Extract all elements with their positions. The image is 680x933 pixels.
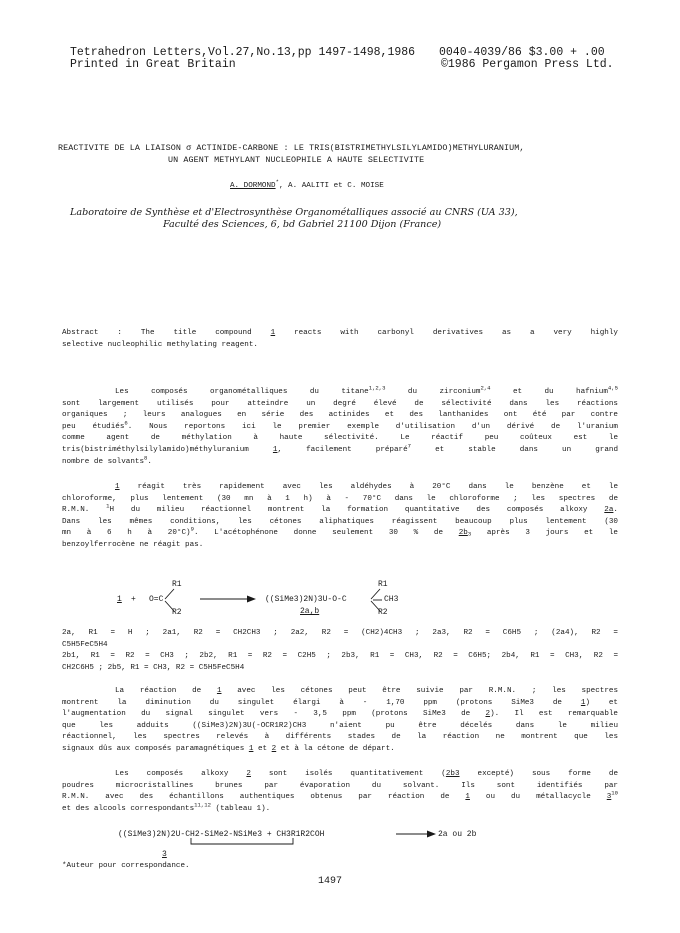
issn-price: 0040-4039/86 $3.00 + .00 xyxy=(439,46,605,59)
abstract xyxy=(62,328,618,351)
journal-citation: Tetrahedron Letters,Vol.27,No.13,pp 1497-1498,1986 xyxy=(70,46,416,59)
scheme1-r1: R1 xyxy=(172,580,182,589)
first-author: A. DORMOND xyxy=(230,182,276,190)
copyright: ©1986 Pergamon Press Ltd. xyxy=(441,58,614,71)
scheme1-product-r2: R2 xyxy=(378,608,388,617)
article-title-line-1: REACTIVITE DE LA LIAISON σ ACTINIDE-CARBONE : LE TRIS(BISTRIMETHYLSILYLAMIDO)METHYLURANIUM, xyxy=(58,143,525,153)
printed-in: Printed in Great Britain xyxy=(70,58,236,71)
scheme1-plus: + xyxy=(131,595,136,604)
paragraph-3: La réaction de 1 avec les cétones peut être suivie par R.M.N. ; les spectres montrent la diminution du singulet élargi à - 1,70 ppm (protons SiMe3 de 1) et l'augmentation du signal singulet vers - 3,5 ppm (protons SiMe3 de 2). Il est remarquable que les adduits ((SiMe3)2N)3U(-OCR1R2)CH3 n'aient pu être décelés dans le milieu réactionnel, les spectres relevés à différents stades de la réaction ne montrent que les signaux dûs aux composés paramagnétiques 1 et 2 et à la cétone de départ. xyxy=(62,687,619,753)
scheme2-formula: ((SiMe3)2N)2U-CH2-SiMe2-NSiMe3 + CH3R1R2COH xyxy=(118,830,325,839)
scheme1-r2: R2 xyxy=(172,608,182,617)
scheme2-reaction-arrow xyxy=(396,829,436,839)
scheme2-products: 2a ou 2b xyxy=(438,830,477,839)
scheme1-product-r1: R1 xyxy=(378,580,388,589)
paragraph-2: 1 réagit très rapidement avec les aldéhydes à 20°C dans le benzène et le chloroforme, plus lentement (30 mn à 1 h) à - 70°C dans le chloroforme ; les spectres de R.M.N. $^1$H du milieu réactionnel montrent la formation quantitative des composés alkoxy 2a. Dans les mêmes conditions, les cétones aliphatiques réagissent beaucoup plus lentement (30 mn à 6 h à 20°C)$^9$. L'acétophénone donne seulement 30 % de $2b_3$ après 3 jours et le benzoylferrocène ne réagit pas. xyxy=(62,483,618,549)
article-title-line-2: UN AGENT METHYLANT NUCLEOPHILE A HAUTE SELECTIVITE xyxy=(168,155,425,165)
scheme1-methyl: CH3 xyxy=(384,595,399,604)
scheme1-carbonyl: O=C xyxy=(149,595,164,604)
other-authors: , A. AALITI et C. MOISE xyxy=(278,182,384,190)
substituent-definitions: 2a, R1 = H ; 2a1, R2 = CH2CH3 ; 2a2, R2 = (CH2)4CH3 ; 2a3, R2 = C6H5 ; (2a4), R2 = C5H5FeC5H4 2b1, R1 = R2 = CH3 ; 2b2, R1 = R2 = C2H5 ; 2b3, R1 = CH3, R2 = C6H5; 2b4, R1 = CH3, R2 = CH2C6H5 ; 2b5, R1 = CH3, R2 = C5H5FeC5H4 xyxy=(62,629,618,672)
scheme2-ring-bracket xyxy=(190,838,294,846)
scheme2-label: 3 xyxy=(162,850,167,859)
paragraph-4: Les composés alkoxy 2 sont isolés quantitativement (2b3 excepté) sous forme de poudres microcristallines brunes par évaporation du solvant. Ils sont identifiés par R.M.N. avec des échantillons authentiques obtenus par réaction de 1 ou du métallacycle $3^{10}$ et des alcools correspondants$^{11,12}$ (tableau 1). xyxy=(62,770,619,813)
scheme1-product: ((SiMe3)2N)3U-O-C xyxy=(265,595,347,604)
scheme1-reaction-arrow xyxy=(200,594,256,604)
abstract-line-1: Abstract : The title compound 1 reacts with carbonyl derivatives as a very highly xyxy=(62,329,618,337)
scheme1-product-label: 2a,b xyxy=(300,607,320,616)
footnote: *Auteur pour correspondance. xyxy=(62,862,190,870)
affiliation-line-2: Faculté des Sciences, 6, bd Gabriel 21100 Dijon (France) xyxy=(163,219,442,230)
paragraph-1: Les composés organométalliques du titane$^{1,2,3}$ du zirconium$^{2,4}$ et du hafnium$^{4,5}$ sont largement utilisés pour atteindre un degré élevé de sélectivité dans les réactions organiques ; leurs analogues en série des actinides et des lanthanides ont été par contre peu étudiés$^6$. Nous reportons ici le premier exemple d'utilisation d'un dérivé de l'uranium comme agent de méthylation à haute sélectivité. Le réactif peu coûteux est le tris(bistriméthylsilylamido)méthyluranium 1, facilement préparé$^7$ et stable dans un grand nombre de solvants$^8$. xyxy=(62,384,618,466)
author-list xyxy=(230,178,384,193)
corresponding-star: * xyxy=(275,178,279,186)
affiliation-line-1: Laboratoire de Synthèse et d'Electrosynthèse Organométalliques associé au CNRS (UA 33), xyxy=(70,207,518,218)
abstract-line-2: selective nucleophilic methylating reagent. xyxy=(62,340,258,349)
scheme1-reactant: 1 xyxy=(117,595,122,604)
page-number: 1497 xyxy=(318,876,343,887)
